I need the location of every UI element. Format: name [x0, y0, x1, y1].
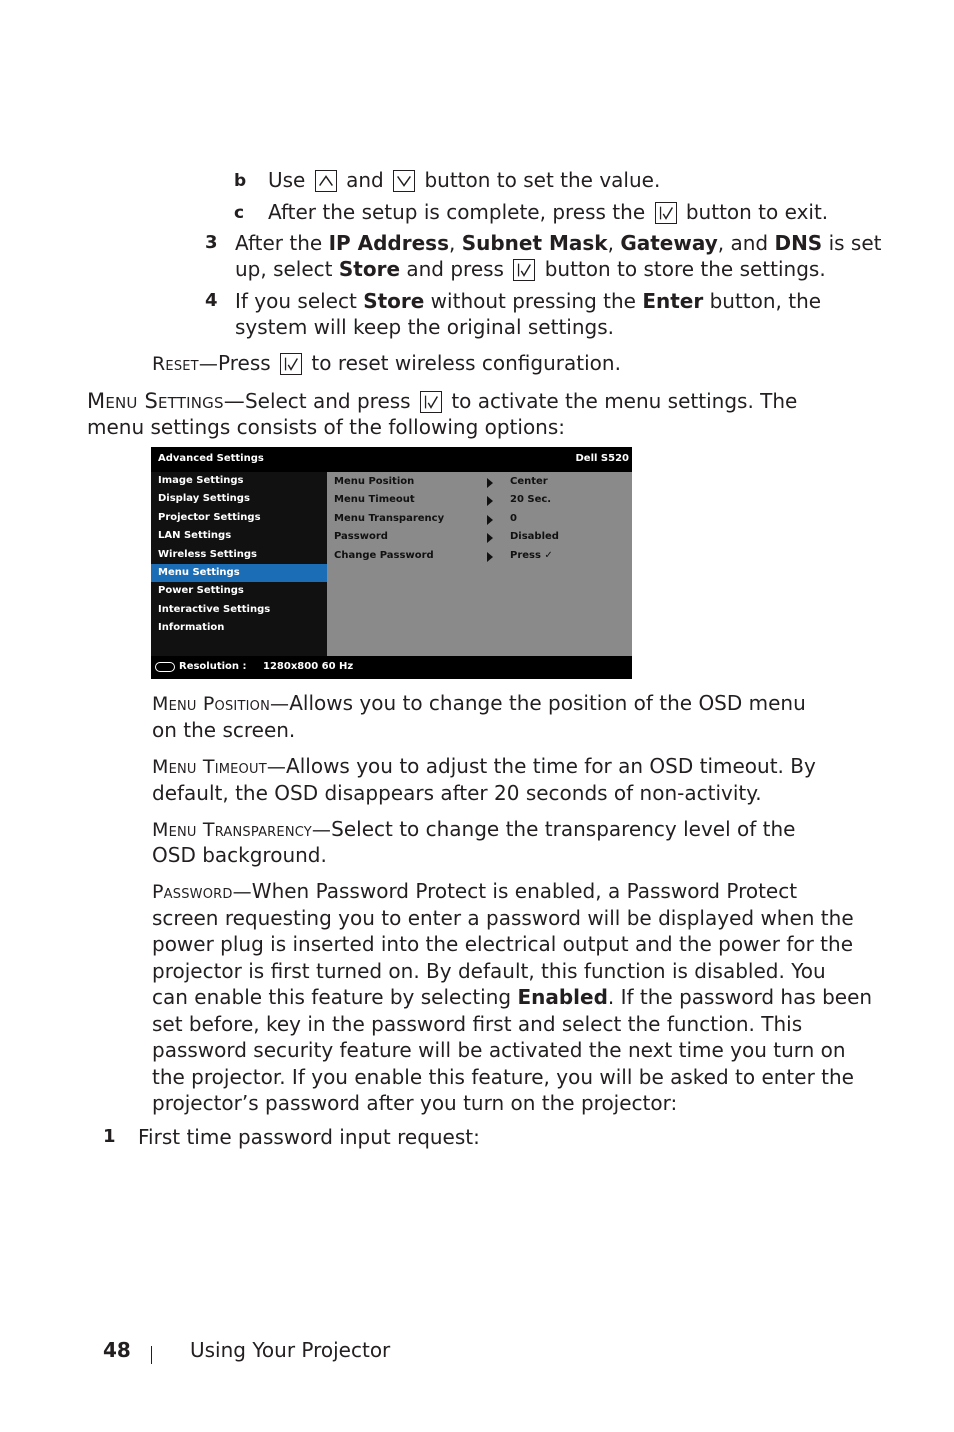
menu-timeout-label: Menu Timeout— — [152, 756, 287, 778]
page-number: 48 — [103, 1338, 131, 1362]
osd-setting-row[interactable] — [327, 547, 632, 565]
step-c-t2: button to exit. — [685, 200, 829, 224]
password-line-4: projector is first turned on. By default, this function is disabled. You — [152, 959, 826, 983]
t: . If the password has been — [607, 985, 873, 1009]
triangle-right-icon — [487, 533, 493, 543]
t: up, select — [235, 257, 339, 281]
osd-resolution-value: 1280x800 60 Hz — [263, 661, 354, 672]
osd-setting-row[interactable] — [327, 528, 632, 546]
t: After the — [235, 231, 329, 255]
password-line-5 — [152, 984, 872, 1010]
step-c-text — [268, 199, 828, 225]
t: is set — [822, 231, 882, 255]
t: , and — [717, 231, 775, 255]
menu-settings-line-2: menu settings consists of the following options: — [87, 415, 566, 439]
osd-setting-row[interactable] — [327, 473, 632, 491]
footer-section-title: Using Your Projector — [190, 1338, 391, 1362]
t: to activate the menu settings. The — [451, 389, 798, 413]
osd-sidebar-item-label: Wireless Settings — [158, 548, 257, 560]
step-b-t2: and — [346, 168, 384, 192]
menu-timeout-line-1 — [152, 753, 816, 780]
osd-title: Advanced Settings — [158, 453, 264, 464]
osd-footer — [151, 656, 632, 679]
triangle-right-icon — [487, 478, 493, 488]
reset-label: Reset— — [152, 353, 219, 375]
up-arrow-button-icon — [315, 170, 337, 192]
footer-divider — [151, 1346, 152, 1364]
t: Allows you to adjust the time for an OSD timeout. By — [286, 754, 816, 778]
osd-sidebar — [151, 472, 327, 656]
osd-setting-row[interactable] — [327, 491, 632, 509]
menu-position-line-2: on the screen. — [152, 718, 296, 742]
osd-sidebar-item[interactable] — [151, 472, 327, 490]
subnet-mask-term: Subnet Mask — [461, 231, 608, 255]
password-line-6: set before, key in the password first and select the function. This — [152, 1012, 803, 1036]
input-source-icon — [155, 662, 175, 672]
t: to reset wireless configuration. — [311, 351, 621, 375]
t: Select and press — [244, 389, 411, 413]
step-3-line-1 — [235, 230, 881, 256]
osd-setting-key: Change Password — [334, 549, 434, 561]
osd-sidebar-item-label: Display Settings — [158, 493, 250, 505]
osd-setting-row[interactable] — [327, 510, 632, 528]
store-term: Store — [363, 289, 425, 313]
triangle-right-icon — [487, 552, 493, 562]
gateway-term: Gateway — [620, 231, 718, 255]
osd-setting-key: Password — [334, 531, 388, 543]
password-line-1 — [152, 878, 797, 905]
password-line-8: the projector. If you enable this feature, you will be asked to enter the — [152, 1065, 854, 1089]
t: can enable this feature by selecting — [152, 985, 518, 1009]
step-c-marker: c — [234, 203, 245, 223]
osd-sidebar-item[interactable] — [151, 490, 327, 508]
osd-sidebar-item[interactable] — [151, 509, 327, 527]
enter-term: Enter — [642, 289, 704, 313]
osd-setting-value: 20 Sec. — [510, 494, 552, 506]
osd-sidebar-item-label: Image Settings — [158, 475, 244, 486]
osd-sidebar-item-label: Interactive Settings — [158, 603, 271, 615]
osd-setting-key: Menu Timeout — [334, 494, 415, 506]
osd-setting-key: Menu Transparency — [334, 512, 445, 524]
osd-sidebar-item[interactable] — [151, 546, 327, 564]
enabled-term: Enabled — [517, 985, 608, 1009]
osd-sidebar-item-label: Power Settings — [158, 585, 244, 597]
osd-setting-key: Menu Position — [334, 476, 415, 487]
t: Press — [218, 351, 271, 375]
osd-resolution-label: Resolution : — [179, 661, 247, 672]
osd-setting-value: Center — [510, 476, 548, 487]
ip-address-term: IP Address — [328, 231, 449, 255]
osd-setting-value: Press ✓ — [510, 549, 553, 561]
menu-position-label: Menu Position— — [152, 693, 290, 715]
password-line-7: password security feature will be activated the next time you turn on — [152, 1038, 846, 1062]
store-term: Store — [338, 257, 401, 281]
osd-setting-value: Disabled — [510, 531, 559, 543]
osd-menu-screenshot — [151, 447, 632, 679]
password-line-9: projector’s password after you turn on the projector: — [152, 1091, 678, 1115]
osd-sidebar-item[interactable] — [151, 564, 327, 582]
t: , — [449, 231, 462, 255]
menu-check-button-icon — [655, 202, 677, 224]
menu-check-button-icon — [513, 259, 535, 281]
step-1-text: First time password input request: — [138, 1125, 480, 1149]
menu-position-line-1 — [152, 690, 806, 717]
step-1-marker: 1 — [103, 1126, 116, 1147]
step-b-text — [268, 167, 660, 193]
step-b-t3: button to set the value. — [424, 168, 661, 192]
dns-term: DNS — [774, 231, 823, 255]
osd-sidebar-item-label: Information — [158, 622, 225, 634]
menu-settings-line-1 — [87, 388, 797, 414]
t: without pressing the — [424, 289, 643, 313]
osd-sidebar-item-label: Projector Settings — [158, 511, 261, 523]
menu-check-button-icon — [280, 353, 302, 375]
t: If you select — [235, 289, 364, 313]
password-line-2: screen requesting you to enter a password will be displayed when the — [152, 906, 854, 930]
triangle-right-icon — [487, 515, 493, 525]
t: Allows you to change the position of the OSD menu — [289, 691, 806, 715]
osd-sidebar-item-label: LAN Settings — [158, 530, 232, 542]
t: and press — [400, 257, 504, 281]
step-b-t1: Use — [268, 168, 306, 192]
step-4-marker: 4 — [205, 290, 218, 311]
step-3-line-2 — [235, 256, 826, 282]
menu-transparency-line-1 — [152, 816, 795, 843]
down-arrow-button-icon — [393, 170, 415, 192]
osd-sidebar-item[interactable] — [151, 582, 327, 600]
step-4-line-2: system will keep the original settings. — [235, 315, 614, 339]
step-4-line-1 — [235, 288, 821, 314]
osd-settings-panel — [327, 472, 632, 656]
t: button to store the settings. — [544, 257, 826, 281]
t: button, the — [703, 289, 822, 313]
t: , — [607, 231, 621, 255]
menu-timeout-line-2: default, the OSD disappears after 20 seconds of non-activity. — [152, 781, 762, 805]
menu-transparency-label: Menu Transparency— — [152, 819, 332, 841]
osd-sidebar-item[interactable] — [151, 527, 327, 545]
step-3-marker: 3 — [205, 232, 218, 253]
osd-sidebar-item[interactable] — [151, 619, 327, 637]
triangle-right-icon — [487, 496, 493, 506]
osd-model: Dell S520 — [575, 453, 629, 464]
osd-sidebar-item-label: Menu Settings — [158, 567, 240, 578]
step-c-t1: After the setup is complete, press the — [268, 200, 646, 224]
menu-settings-label: Menu Settings— — [87, 389, 245, 413]
osd-header — [151, 447, 632, 472]
menu-transparency-line-2: OSD background. — [152, 843, 327, 867]
password-line-3: power plug is inserted into the electrical output and the power for the — [152, 932, 854, 956]
osd-setting-value: 0 — [510, 512, 517, 524]
menu-check-button-icon — [420, 391, 442, 413]
t: When Password Protect is enabled, a Password Protect — [251, 879, 798, 903]
step-b-marker: b — [234, 171, 247, 191]
t: Select to change the transparency level of the — [331, 817, 796, 841]
reset-paragraph — [152, 350, 621, 377]
password-label: Password— — [152, 881, 252, 903]
osd-sidebar-item[interactable] — [151, 601, 327, 619]
